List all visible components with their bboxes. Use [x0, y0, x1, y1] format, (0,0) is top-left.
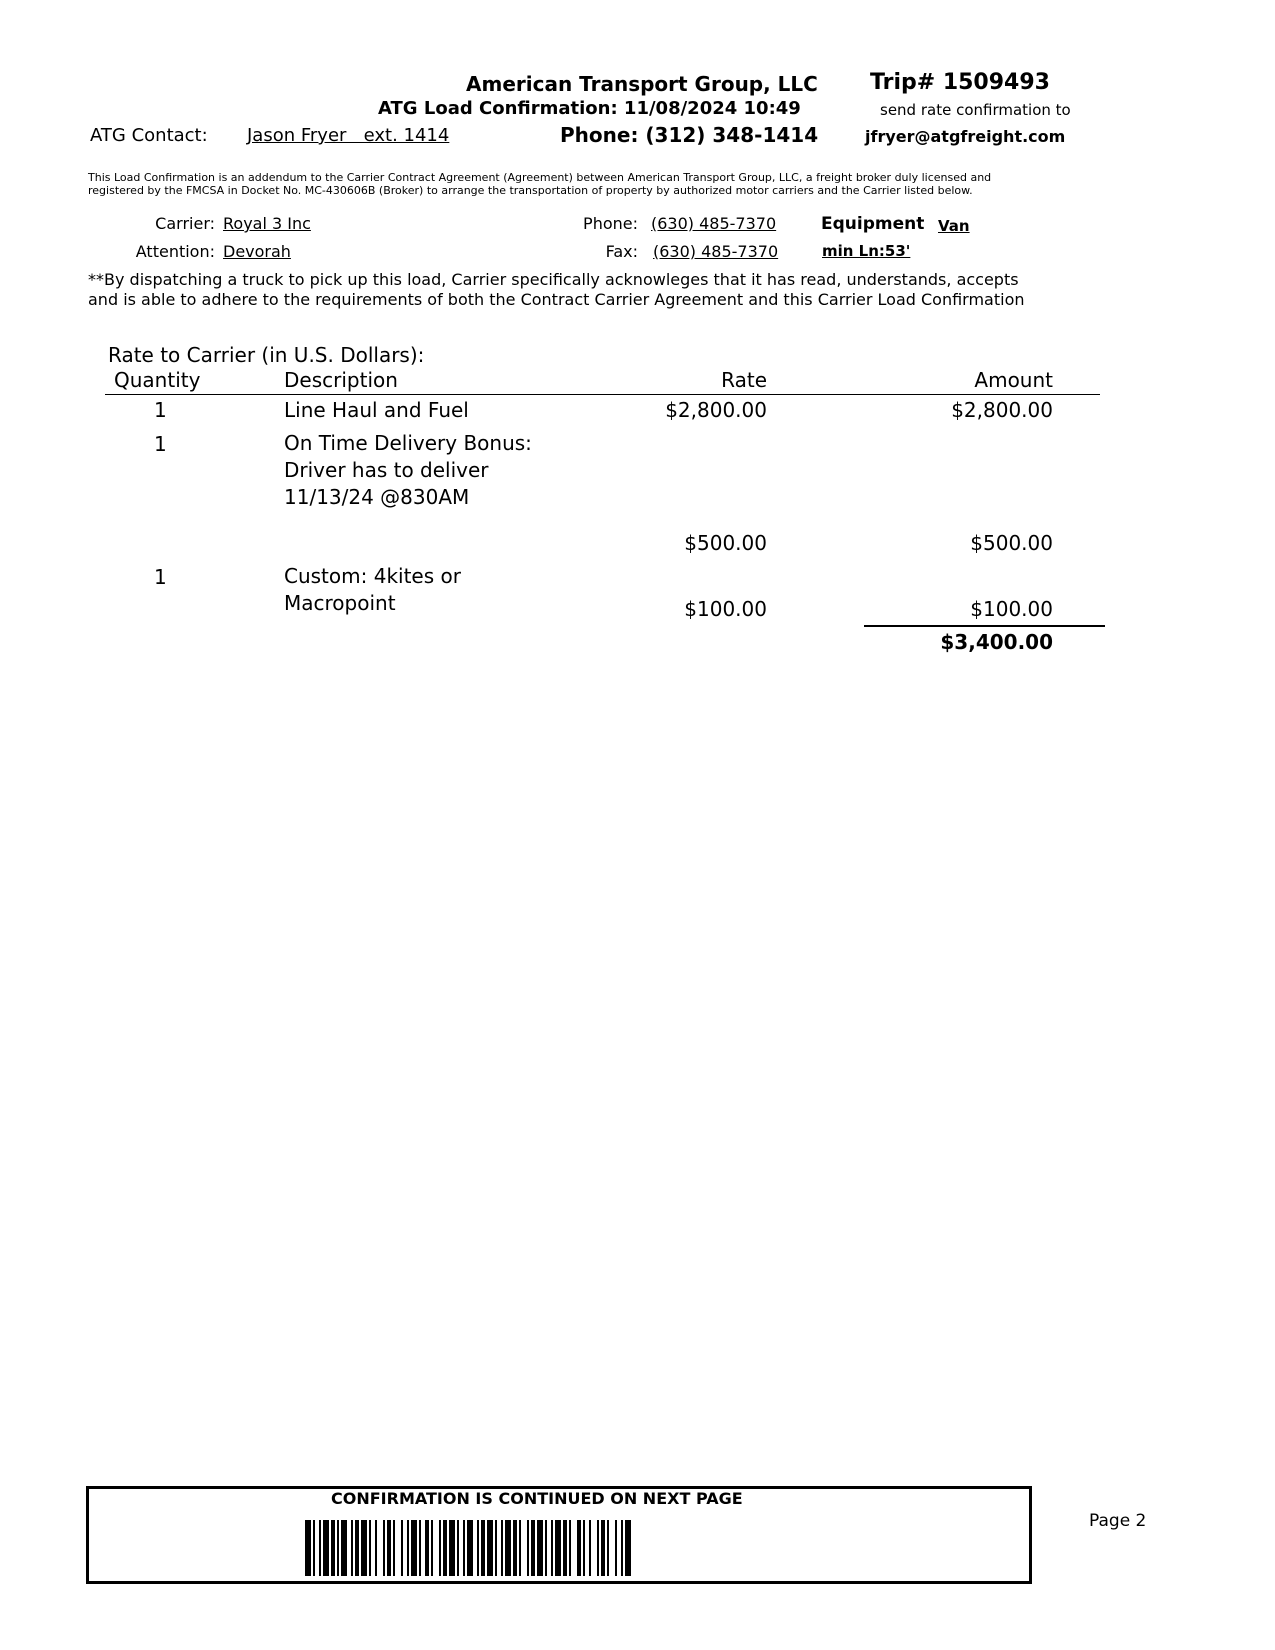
row-2-amount: $500.00	[970, 531, 1053, 555]
contact-email[interactable]: jfryer@atgfreight.com	[865, 127, 1066, 146]
send-to-label: send rate confirmation to	[880, 101, 1071, 119]
row-1-rate: $2,800.00	[665, 398, 767, 422]
confirmation-date: ATG Load Confirmation: 11/08/2024 10:49	[378, 98, 801, 119]
carrier-fax-label: Fax:	[605, 242, 638, 261]
carrier-label: Carrier:	[155, 214, 215, 233]
header-description: Description	[284, 368, 398, 392]
acknowledgement-line-2: and is able to adhere to the requirements of both the Contract Carrier Agreement and this Carrier Load Confirmation	[88, 290, 1025, 309]
carrier-value: Royal 3 Inc	[223, 214, 311, 233]
total-amount: $3,400.00	[940, 630, 1053, 654]
acknowledgement-line-1: **By dispatching a truck to pick up this load, Carrier specifically acknowleges that it has read, understands, accepts	[88, 270, 1019, 289]
carrier-fax-value: (630) 485-7370	[653, 242, 779, 261]
barcode	[305, 1520, 815, 1576]
row-3-quantity: 1	[154, 565, 167, 589]
carrier-phone-label: Phone:	[583, 214, 638, 233]
trip-number: Trip# 1509493	[870, 70, 1050, 95]
contact-phone: Phone: (312) 348-1414	[560, 123, 819, 147]
row-2-rate: $500.00	[684, 531, 767, 555]
row-1-quantity: 1	[154, 398, 167, 422]
carrier-phone-value[interactable]: (630) 485-7370	[651, 214, 777, 233]
row-3-rate: $100.00	[684, 597, 767, 621]
equipment-label: Equipment	[821, 214, 925, 234]
legal-line-1: This Load Confirmation is an addendum to the Carrier Contract Agreement (Agreement) between American Transport Group, LLC, a freight broker duly licensed and	[88, 171, 992, 184]
total-rule	[864, 625, 1105, 627]
row-1-amount: $2,800.00	[951, 398, 1053, 422]
company-name: American Transport Group, LLC	[466, 72, 818, 96]
min-length: min Ln:53'	[822, 242, 911, 260]
header-amount: Amount	[974, 368, 1053, 392]
equipment-value: Van	[938, 217, 970, 235]
legal-line-2: registered by the FMCSA in Docket No. MC-430606B (Broker) to arrange the transportation of property by authorized motor carriers and the Carrier listed below.	[88, 184, 973, 197]
header-rate: Rate	[721, 368, 767, 392]
header-rule	[105, 394, 1100, 395]
continued-notice: CONFIRMATION IS CONTINUED ON NEXT PAGE	[331, 1489, 743, 1508]
row-3-amount: $100.00	[970, 597, 1053, 621]
row-1-description: Line Haul and Fuel	[284, 398, 469, 422]
row-2-description: On Time Delivery Bonus: Driver has to deliver 11/13/24 @830AM	[284, 431, 532, 509]
row-2-quantity: 1	[154, 432, 167, 456]
header-quantity: Quantity	[114, 368, 201, 392]
attention-value: Devorah	[223, 242, 291, 261]
attention-label: Attention:	[135, 242, 215, 261]
rate-title: Rate to Carrier (in U.S. Dollars):	[108, 343, 425, 367]
row-3-description: Custom: 4kites or Macropoint	[284, 564, 461, 615]
page-number: Page 2	[1089, 1511, 1147, 1531]
contact-label: ATG Contact:	[90, 125, 208, 146]
contact-name[interactable]: Jason Fryer ext. 1414	[247, 125, 450, 146]
